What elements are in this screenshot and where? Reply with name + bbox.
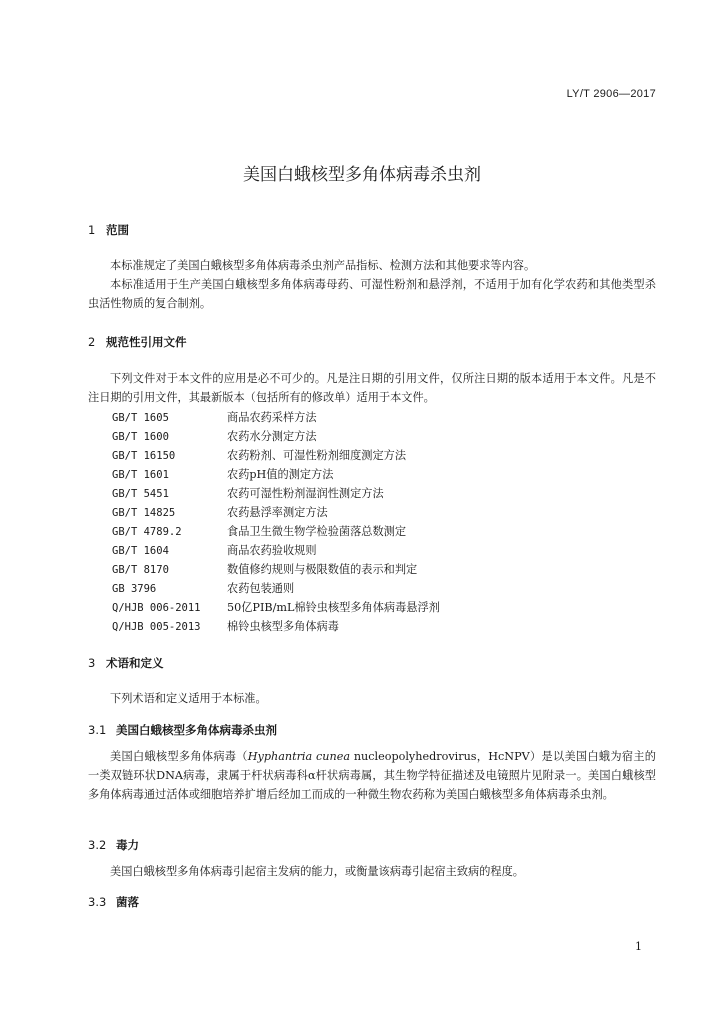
reference-item [112, 465, 440, 484]
section-number: 3.3 [88, 895, 107, 909]
section-title: 毒力 [116, 838, 139, 852]
reference-item [112, 541, 440, 560]
reference-title: 数值修约规则与极限数值的表示和判定 [227, 563, 418, 576]
reference-list [112, 408, 440, 636]
document-title: 美国白蛾核型多角体病毒杀虫剂 [243, 165, 481, 185]
reference-code: GB/T 1600 [112, 431, 169, 443]
reference-title: 农药可湿性粉剂湿润性测定方法 [227, 487, 384, 500]
reference-code: GB/T 14825 [112, 507, 176, 519]
section-number: 3.1 [88, 723, 107, 737]
reference-item [112, 427, 440, 446]
reference-title: 农药pH值的测定方法 [227, 468, 334, 481]
reference-item [112, 522, 440, 541]
reference-title: 商品农药验收规则 [227, 544, 317, 557]
reference-code: GB/T 1604 [112, 545, 169, 557]
reference-code: Q/HJB 006-2011 [112, 602, 201, 614]
section-number: 3.2 [88, 838, 107, 852]
section-number: 3 [88, 656, 96, 670]
reference-title: 农药粉剂、可湿性粉剂细度测定方法 [227, 449, 407, 462]
section-title: 范围 [106, 223, 129, 237]
latin-species-name: Hyphantria cunea [247, 750, 350, 763]
scope-paragraph-2: 本标准适用于生产美国白蛾核型多角体病毒母药、可湿性粉剂和悬浮剂，不适用于加有化学农药和其他类型杀虫活性物质的复合制剂。 [88, 278, 656, 310]
section-3-1-heading [88, 722, 277, 738]
section-3-heading [88, 655, 164, 671]
reference-title: 农药包装通则 [227, 582, 295, 595]
reference-code: GB/T 5451 [112, 488, 169, 500]
reference-code: GB/T 1605 [112, 412, 169, 424]
reference-code: Q/HJB 005-2013 [112, 621, 201, 633]
section-1-heading [88, 222, 129, 238]
definition-3-1 [88, 747, 656, 804]
reference-item [112, 560, 440, 579]
reference-code: GB/T 8170 [112, 564, 169, 576]
page-number: 1 [635, 940, 642, 953]
section-3-3-heading [88, 894, 139, 910]
reference-title: 农药水分测定方法 [227, 430, 317, 443]
section-number: 1 [88, 223, 96, 237]
reference-item [112, 484, 440, 503]
section-title: 美国白蛾核型多角体病毒杀虫剂 [116, 723, 277, 737]
references-intro: 下列文件对于本文件的应用是必不可少的。凡是注日期的引用文件，仅所注日期的版本适用于本文件。凡是不注日期的引用文件，其最新版本（包括所有的修改单）适用于本文件。 [88, 372, 656, 404]
definition-text-before: 美国白蛾核型多角体病毒（ [110, 750, 248, 763]
reference-title: 棉铃虫核型多角体病毒 [227, 620, 339, 633]
reference-item [112, 446, 440, 465]
section-3-2-heading [88, 837, 139, 853]
reference-code: GB/T 16150 [112, 450, 176, 462]
reference-item [112, 408, 440, 427]
terms-intro: 下列术语和定义适用于本标准。 [110, 692, 267, 705]
section-title: 菌落 [116, 895, 139, 909]
reference-code: GB/T 4789.2 [112, 526, 182, 538]
reference-code: GB/T 1601 [112, 469, 169, 481]
reference-code: GB 3796 [112, 583, 157, 595]
standard-number: LY/T 2906—2017 [566, 88, 656, 100]
reference-item [112, 617, 440, 636]
section-number: 2 [88, 335, 96, 349]
definition-text-after: nucleopolyhedrovirus，HcNPV）是以美国白蛾为宿主的一类双链环状DNA病毒，隶属于杆状病毒科α杆状病毒属，其生物学特征描述及电镜照片见附录一。美国白蛾核型多角体病毒通过活体或细胞培养扩增后经加工而成的一种微生物农药称为美国白蛾核型多角体病毒杀虫剂。 [88, 750, 656, 801]
section-title: 术语和定义 [106, 656, 164, 670]
reference-item [112, 579, 440, 598]
section-2-heading [88, 334, 187, 350]
reference-title: 50亿PIB/mL棉铃虫核型多角体病毒悬浮剂 [227, 601, 440, 614]
definition-3-2: 美国白蛾核型多角体病毒引起宿主发病的能力，或衡量该病毒引起宿主致病的程度。 [110, 865, 524, 878]
section-title: 规范性引用文件 [106, 335, 187, 349]
reference-title: 食品卫生微生物学检验菌落总数测定 [227, 525, 407, 538]
reference-item [112, 503, 440, 522]
reference-title: 农药悬浮率测定方法 [227, 506, 328, 519]
scope-paragraph-1: 本标准规定了美国白蛾核型多角体病毒杀虫剂产品指标、检测方法和其他要求等内容。 [110, 259, 536, 272]
reference-item [112, 598, 440, 617]
reference-title: 商品农药采样方法 [227, 411, 317, 424]
